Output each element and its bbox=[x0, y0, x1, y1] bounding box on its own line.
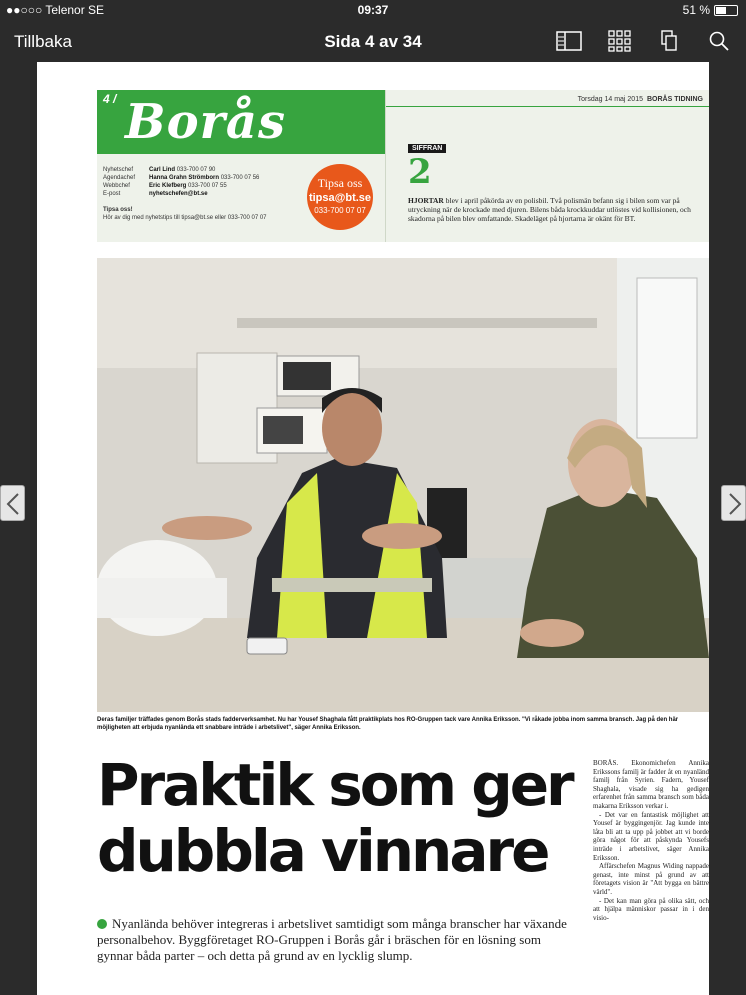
article-body bbox=[593, 759, 709, 922]
body-paragraph: - Det var en fantastisk möjlighet att Yousef är byggingenjör. Jag kunde inte låta bli att ta upp på jobbet att vi borde göra något för att påskynda Yousefs inträde i arbetslivet, säger Annika Eriksson. bbox=[593, 810, 709, 862]
article-headline: Praktik som ger dubbla vinnare bbox=[97, 751, 572, 885]
contact-row: Webbchef Eric Klefberg 033-700 07 55 bbox=[103, 183, 227, 189]
sidebar-view-icon[interactable] bbox=[556, 30, 582, 52]
search-icon[interactable] bbox=[706, 30, 732, 52]
battery-indicator bbox=[683, 3, 738, 17]
next-page-button[interactable] bbox=[721, 485, 746, 521]
carrier-label: ●●○○○ Telenor SE bbox=[6, 3, 105, 17]
siffran-number: 2 bbox=[408, 152, 432, 192]
contact-row: Agendachef Hanna Grahn Strömborn 033-700 07 56 bbox=[103, 175, 260, 181]
section-banner bbox=[97, 90, 385, 154]
chevron-left-icon bbox=[1, 486, 26, 522]
body-paragraph: - Det kan man göra på olika sätt, och att hjälpa människor passar in i den visio- bbox=[593, 896, 709, 922]
dateline: Torsdag 14 maj 2015 BORÅS TIDNING bbox=[577, 96, 703, 103]
pages-icon[interactable] bbox=[656, 30, 682, 52]
page-number: 4 / bbox=[103, 92, 117, 106]
page-indicator: Sida 4 av 34 bbox=[324, 32, 422, 51]
fact-text: HJORTAR blev i april påkörda av en polisbil. Två polismän befann sig i bilen som var på utryckning när de krockade med djuren. Bilens båda krockkuddar utlöstes vid kollisionen, och skadorna på bilen blev omfattande. Skadeläget på hjortarna är okänt för BT. bbox=[408, 196, 691, 223]
bullet-icon bbox=[97, 919, 107, 929]
article-lead: Nyanlända behöver integreras i arbetslivet samtidigt som många branscher har växande personalbehov. Byggföretaget RO-Gruppen i Borås går i bräschen för en lösning som gynnar båda parter – och detta på grund av en lycklig slump. bbox=[97, 916, 567, 963]
grid-view-icon[interactable] bbox=[606, 30, 632, 52]
body-paragraph: Affärschefen Magnus Widing nappade genast, inte minst på grund av att företagets vision är "Att bygga en bättre värld". bbox=[593, 862, 709, 896]
section-header bbox=[97, 90, 385, 242]
battery-icon bbox=[714, 5, 738, 16]
article-photo bbox=[97, 258, 709, 712]
newspaper-page[interactable] bbox=[37, 62, 709, 995]
divider bbox=[386, 106, 709, 107]
tips-info: Tipsa oss! Hör av dig med nyhetstips till tipsa@bt.se eller 033-700 07 07 bbox=[103, 207, 267, 221]
body-paragraph: BORÅS. Ekonomichefen Annika Erikssons familj är fadder åt en nyanländ familj från Syrien. Fadern, Yousef Shaghala, visade sig ha gedigen erfarenhet från samma bransch som båda makarna Eriksson verkar i. bbox=[593, 759, 709, 810]
fact-box bbox=[385, 90, 709, 242]
chevron-right-icon bbox=[722, 486, 746, 522]
contact-row: Nyhetschef Carl Lind 033-700 07 90 bbox=[103, 167, 216, 173]
contact-row: E-post nyhetschefen@bt.se bbox=[103, 191, 208, 197]
siffran-label: SIFFRAN bbox=[408, 144, 446, 153]
nav-bar bbox=[0, 22, 746, 62]
clock: 09:37 bbox=[357, 3, 389, 17]
status-bar bbox=[0, 0, 746, 22]
tips-badge: Tipsa oss tipsa@bt.se 033-700 07 07 bbox=[307, 164, 373, 230]
battery-percent: 51 % bbox=[682, 3, 710, 17]
photo-caption: Deras familjer träffades genom Borås stads fadderverksamhet. Nu har Yousef Shaghala fått praktikplats hos RO-Gruppen tack vare Annika Eriksson. "Vi råkade jobba inom samma bransch. Jag på den här möjligheten att erbjuda nyanlända ett snabbare inträde i arbetslivet", säger Annika Eriksson. bbox=[97, 717, 679, 731]
toolbar bbox=[556, 30, 732, 52]
section-title: Borås bbox=[125, 94, 286, 150]
contacts-list bbox=[103, 166, 259, 198]
previous-page-button[interactable] bbox=[0, 485, 25, 521]
page-scrubber-handle[interactable] bbox=[361, 980, 383, 991]
back-button[interactable]: Tillbaka bbox=[14, 32, 72, 51]
